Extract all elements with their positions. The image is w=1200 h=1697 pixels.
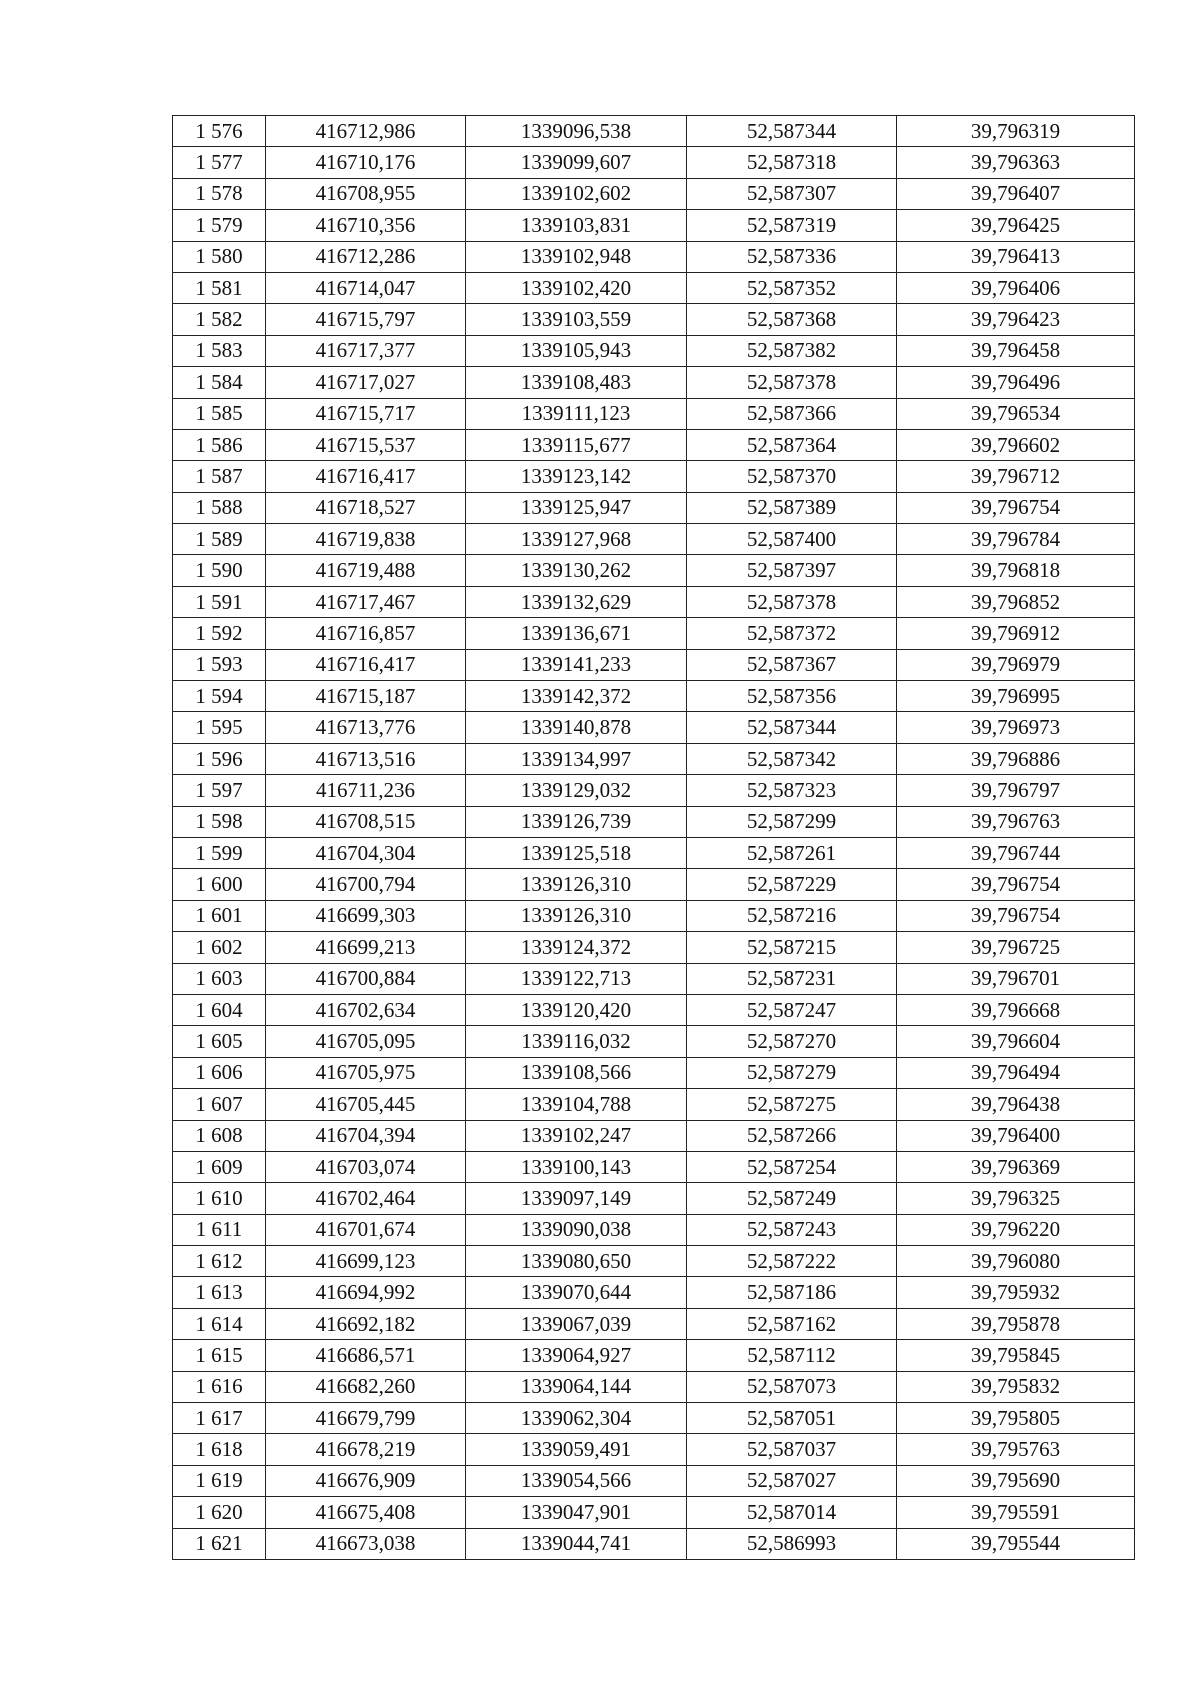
x-coordinate-cell: 416713,516 [266, 743, 466, 774]
longitude-cell: 39,795878 [897, 1308, 1135, 1339]
y-coordinate-cell: 1339122,713 [466, 963, 687, 994]
point-number-cell: 1 586 [173, 429, 266, 460]
y-coordinate-cell: 1339103,559 [466, 304, 687, 335]
y-coordinate-cell: 1339064,144 [466, 1371, 687, 1402]
x-coordinate-cell: 416712,286 [266, 241, 466, 272]
y-coordinate-cell: 1339120,420 [466, 994, 687, 1025]
y-coordinate-cell: 1339123,142 [466, 461, 687, 492]
x-coordinate-cell: 416700,794 [266, 869, 466, 900]
table-row [173, 304, 1135, 335]
longitude-cell: 39,796080 [897, 1246, 1135, 1277]
point-number-cell: 1 589 [173, 524, 266, 555]
point-number-cell: 1 611 [173, 1214, 266, 1245]
table-row [173, 1183, 1135, 1214]
longitude-cell: 39,796604 [897, 1026, 1135, 1057]
latitude-cell: 52,587247 [687, 994, 897, 1025]
latitude-cell: 52,587222 [687, 1246, 897, 1277]
longitude-cell: 39,795932 [897, 1277, 1135, 1308]
longitude-cell: 39,796818 [897, 555, 1135, 586]
table-row [173, 241, 1135, 272]
y-coordinate-cell: 1339103,831 [466, 210, 687, 241]
latitude-cell: 52,587243 [687, 1214, 897, 1245]
table-row [173, 806, 1135, 837]
x-coordinate-cell: 416699,213 [266, 932, 466, 963]
longitude-cell: 39,796995 [897, 681, 1135, 712]
longitude-cell: 39,795544 [897, 1528, 1135, 1559]
latitude-cell: 52,587368 [687, 304, 897, 335]
table-row [173, 492, 1135, 523]
x-coordinate-cell: 416708,515 [266, 806, 466, 837]
x-coordinate-cell: 416673,038 [266, 1528, 466, 1559]
table-row [173, 335, 1135, 366]
latitude-cell: 52,587366 [687, 398, 897, 429]
latitude-cell: 52,587261 [687, 837, 897, 868]
latitude-cell: 52,587367 [687, 649, 897, 680]
point-number-cell: 1 603 [173, 963, 266, 994]
table-row [173, 1528, 1135, 1559]
latitude-cell: 52,587352 [687, 272, 897, 303]
latitude-cell: 52,587318 [687, 147, 897, 178]
longitude-cell: 39,796973 [897, 712, 1135, 743]
longitude-cell: 39,796319 [897, 116, 1135, 147]
latitude-cell: 52,587307 [687, 178, 897, 209]
point-number-cell: 1 616 [173, 1371, 266, 1402]
longitude-cell: 39,795591 [897, 1497, 1135, 1528]
y-coordinate-cell: 1339142,372 [466, 681, 687, 712]
point-number-cell: 1 606 [173, 1057, 266, 1088]
x-coordinate-cell: 416702,464 [266, 1183, 466, 1214]
x-coordinate-cell: 416708,955 [266, 178, 466, 209]
y-coordinate-cell: 1339127,968 [466, 524, 687, 555]
point-number-cell: 1 592 [173, 618, 266, 649]
y-coordinate-cell: 1339125,947 [466, 492, 687, 523]
latitude-cell: 52,587397 [687, 555, 897, 586]
latitude-cell: 52,587400 [687, 524, 897, 555]
latitude-cell: 52,587231 [687, 963, 897, 994]
longitude-cell: 39,796763 [897, 806, 1135, 837]
x-coordinate-cell: 416705,445 [266, 1089, 466, 1120]
point-number-cell: 1 580 [173, 241, 266, 272]
x-coordinate-cell: 416719,488 [266, 555, 466, 586]
point-number-cell: 1 591 [173, 586, 266, 617]
table-row [173, 649, 1135, 680]
latitude-cell: 52,587356 [687, 681, 897, 712]
x-coordinate-cell: 416686,571 [266, 1340, 466, 1371]
y-coordinate-cell: 1339108,483 [466, 367, 687, 398]
longitude-cell: 39,796413 [897, 241, 1135, 272]
latitude-cell: 52,587014 [687, 1497, 897, 1528]
x-coordinate-cell: 416675,408 [266, 1497, 466, 1528]
x-coordinate-cell: 416704,394 [266, 1120, 466, 1151]
latitude-cell: 52,587344 [687, 116, 897, 147]
x-coordinate-cell: 416712,986 [266, 116, 466, 147]
y-coordinate-cell: 1339126,310 [466, 869, 687, 900]
longitude-cell: 39,796701 [897, 963, 1135, 994]
x-coordinate-cell: 416703,074 [266, 1151, 466, 1182]
latitude-cell: 52,587378 [687, 586, 897, 617]
table-row [173, 1151, 1135, 1182]
x-coordinate-cell: 416716,417 [266, 649, 466, 680]
point-number-cell: 1 588 [173, 492, 266, 523]
x-coordinate-cell: 416679,799 [266, 1403, 466, 1434]
x-coordinate-cell: 416700,884 [266, 963, 466, 994]
x-coordinate-cell: 416719,838 [266, 524, 466, 555]
table-row [173, 1120, 1135, 1151]
latitude-cell: 52,587364 [687, 429, 897, 460]
y-coordinate-cell: 1339080,650 [466, 1246, 687, 1277]
table-row [173, 618, 1135, 649]
table-row [173, 1308, 1135, 1339]
y-coordinate-cell: 1339067,039 [466, 1308, 687, 1339]
y-coordinate-cell: 1339097,149 [466, 1183, 687, 1214]
point-number-cell: 1 583 [173, 335, 266, 366]
x-coordinate-cell: 416713,776 [266, 712, 466, 743]
x-coordinate-cell: 416718,527 [266, 492, 466, 523]
table-row [173, 1340, 1135, 1371]
x-coordinate-cell: 416678,219 [266, 1434, 466, 1465]
longitude-cell: 39,796725 [897, 932, 1135, 963]
latitude-cell: 52,587389 [687, 492, 897, 523]
y-coordinate-cell: 1339062,304 [466, 1403, 687, 1434]
latitude-cell: 52,587186 [687, 1277, 897, 1308]
longitude-cell: 39,796754 [897, 492, 1135, 523]
table-row [173, 1026, 1135, 1057]
table-row [173, 963, 1135, 994]
longitude-cell: 39,796754 [897, 900, 1135, 931]
x-coordinate-cell: 416715,537 [266, 429, 466, 460]
longitude-cell: 39,796712 [897, 461, 1135, 492]
latitude-cell: 52,587275 [687, 1089, 897, 1120]
x-coordinate-cell: 416715,797 [266, 304, 466, 335]
table-row [173, 429, 1135, 460]
x-coordinate-cell: 416699,303 [266, 900, 466, 931]
table-row [173, 178, 1135, 209]
point-number-cell: 1 612 [173, 1246, 266, 1277]
table-row [173, 1465, 1135, 1496]
y-coordinate-cell: 1339115,677 [466, 429, 687, 460]
latitude-cell: 52,587382 [687, 335, 897, 366]
table-row [173, 555, 1135, 586]
table-row [173, 524, 1135, 555]
longitude-cell: 39,796220 [897, 1214, 1135, 1245]
latitude-cell: 52,587372 [687, 618, 897, 649]
latitude-cell: 52,587215 [687, 932, 897, 963]
longitude-cell: 39,796886 [897, 743, 1135, 774]
table-row [173, 681, 1135, 712]
x-coordinate-cell: 416717,467 [266, 586, 466, 617]
x-coordinate-cell: 416682,260 [266, 1371, 466, 1402]
point-number-cell: 1 615 [173, 1340, 266, 1371]
y-coordinate-cell: 1339140,878 [466, 712, 687, 743]
table-row [173, 1497, 1135, 1528]
latitude-cell: 52,587323 [687, 775, 897, 806]
table-row [173, 586, 1135, 617]
table-row [173, 837, 1135, 868]
table-row [173, 712, 1135, 743]
x-coordinate-cell: 416705,095 [266, 1026, 466, 1057]
point-number-cell: 1 621 [173, 1528, 266, 1559]
latitude-cell: 52,587336 [687, 241, 897, 272]
latitude-cell: 52,587249 [687, 1183, 897, 1214]
y-coordinate-cell: 1339116,032 [466, 1026, 687, 1057]
y-coordinate-cell: 1339064,927 [466, 1340, 687, 1371]
table-row [173, 461, 1135, 492]
longitude-cell: 39,796797 [897, 775, 1135, 806]
y-coordinate-cell: 1339132,629 [466, 586, 687, 617]
x-coordinate-cell: 416705,975 [266, 1057, 466, 1088]
table-row [173, 1277, 1135, 1308]
latitude-cell: 52,587270 [687, 1026, 897, 1057]
point-number-cell: 1 596 [173, 743, 266, 774]
point-number-cell: 1 602 [173, 932, 266, 963]
y-coordinate-cell: 1339102,602 [466, 178, 687, 209]
longitude-cell: 39,796979 [897, 649, 1135, 680]
point-number-cell: 1 608 [173, 1120, 266, 1151]
coordinates-table-body [173, 116, 1135, 1560]
latitude-cell: 52,587254 [687, 1151, 897, 1182]
y-coordinate-cell: 1339102,420 [466, 272, 687, 303]
y-coordinate-cell: 1339102,247 [466, 1120, 687, 1151]
point-number-cell: 1 598 [173, 806, 266, 837]
table-row [173, 1089, 1135, 1120]
longitude-cell: 39,796423 [897, 304, 1135, 335]
table-row [173, 869, 1135, 900]
longitude-cell: 39,795690 [897, 1465, 1135, 1496]
y-coordinate-cell: 1339099,607 [466, 147, 687, 178]
x-coordinate-cell: 416694,992 [266, 1277, 466, 1308]
table-row [173, 1371, 1135, 1402]
point-number-cell: 1 590 [173, 555, 266, 586]
table-row [173, 1403, 1135, 1434]
y-coordinate-cell: 1339090,038 [466, 1214, 687, 1245]
table-row [173, 743, 1135, 774]
latitude-cell: 52,587279 [687, 1057, 897, 1088]
point-number-cell: 1 601 [173, 900, 266, 931]
y-coordinate-cell: 1339102,948 [466, 241, 687, 272]
point-number-cell: 1 613 [173, 1277, 266, 1308]
y-coordinate-cell: 1339126,739 [466, 806, 687, 837]
table-row [173, 1246, 1135, 1277]
longitude-cell: 39,795832 [897, 1371, 1135, 1402]
table-row [173, 1214, 1135, 1245]
latitude-cell: 52,587378 [687, 367, 897, 398]
y-coordinate-cell: 1339100,143 [466, 1151, 687, 1182]
x-coordinate-cell: 416710,176 [266, 147, 466, 178]
x-coordinate-cell: 416676,909 [266, 1465, 466, 1496]
x-coordinate-cell: 416711,236 [266, 775, 466, 806]
y-coordinate-cell: 1339044,741 [466, 1528, 687, 1559]
longitude-cell: 39,796668 [897, 994, 1135, 1025]
x-coordinate-cell: 416692,182 [266, 1308, 466, 1339]
y-coordinate-cell: 1339070,644 [466, 1277, 687, 1308]
point-number-cell: 1 595 [173, 712, 266, 743]
longitude-cell: 39,796407 [897, 178, 1135, 209]
point-number-cell: 1 599 [173, 837, 266, 868]
latitude-cell: 52,587216 [687, 900, 897, 931]
longitude-cell: 39,796363 [897, 147, 1135, 178]
coordinates-table [172, 115, 1135, 1560]
table-row [173, 994, 1135, 1025]
point-number-cell: 1 577 [173, 147, 266, 178]
x-coordinate-cell: 416704,304 [266, 837, 466, 868]
point-number-cell: 1 581 [173, 272, 266, 303]
table-row [173, 210, 1135, 241]
table-row [173, 367, 1135, 398]
point-number-cell: 1 618 [173, 1434, 266, 1465]
latitude-cell: 52,587342 [687, 743, 897, 774]
table-row [173, 116, 1135, 147]
longitude-cell: 39,796744 [897, 837, 1135, 868]
y-coordinate-cell: 1339059,491 [466, 1434, 687, 1465]
table-row [173, 147, 1135, 178]
longitude-cell: 39,796458 [897, 335, 1135, 366]
point-number-cell: 1 576 [173, 116, 266, 147]
latitude-cell: 52,587266 [687, 1120, 897, 1151]
x-coordinate-cell: 416715,187 [266, 681, 466, 712]
x-coordinate-cell: 416714,047 [266, 272, 466, 303]
x-coordinate-cell: 416716,857 [266, 618, 466, 649]
y-coordinate-cell: 1339134,997 [466, 743, 687, 774]
longitude-cell: 39,796912 [897, 618, 1135, 649]
y-coordinate-cell: 1339129,032 [466, 775, 687, 806]
table-row [173, 900, 1135, 931]
y-coordinate-cell: 1339047,901 [466, 1497, 687, 1528]
y-coordinate-cell: 1339096,538 [466, 116, 687, 147]
latitude-cell: 52,587037 [687, 1434, 897, 1465]
point-number-cell: 1 594 [173, 681, 266, 712]
table-row [173, 272, 1135, 303]
point-number-cell: 1 617 [173, 1403, 266, 1434]
y-coordinate-cell: 1339124,372 [466, 932, 687, 963]
y-coordinate-cell: 1339136,671 [466, 618, 687, 649]
latitude-cell: 52,587162 [687, 1308, 897, 1339]
latitude-cell: 52,587370 [687, 461, 897, 492]
x-coordinate-cell: 416717,377 [266, 335, 466, 366]
latitude-cell: 52,586993 [687, 1528, 897, 1559]
longitude-cell: 39,796754 [897, 869, 1135, 900]
y-coordinate-cell: 1339126,310 [466, 900, 687, 931]
longitude-cell: 39,795845 [897, 1340, 1135, 1371]
longitude-cell: 39,795805 [897, 1403, 1135, 1434]
latitude-cell: 52,587027 [687, 1465, 897, 1496]
latitude-cell: 52,587112 [687, 1340, 897, 1371]
point-number-cell: 1 585 [173, 398, 266, 429]
y-coordinate-cell: 1339111,123 [466, 398, 687, 429]
point-number-cell: 1 600 [173, 869, 266, 900]
table-row [173, 398, 1135, 429]
y-coordinate-cell: 1339141,233 [466, 649, 687, 680]
y-coordinate-cell: 1339108,566 [466, 1057, 687, 1088]
point-number-cell: 1 604 [173, 994, 266, 1025]
longitude-cell: 39,796494 [897, 1057, 1135, 1088]
y-coordinate-cell: 1339104,788 [466, 1089, 687, 1120]
x-coordinate-cell: 416715,717 [266, 398, 466, 429]
point-number-cell: 1 614 [173, 1308, 266, 1339]
latitude-cell: 52,587344 [687, 712, 897, 743]
longitude-cell: 39,796406 [897, 272, 1135, 303]
latitude-cell: 52,587051 [687, 1403, 897, 1434]
x-coordinate-cell: 416716,417 [266, 461, 466, 492]
point-number-cell: 1 619 [173, 1465, 266, 1496]
table-row [173, 932, 1135, 963]
y-coordinate-cell: 1339130,262 [466, 555, 687, 586]
x-coordinate-cell: 416699,123 [266, 1246, 466, 1277]
point-number-cell: 1 597 [173, 775, 266, 806]
longitude-cell: 39,796852 [897, 586, 1135, 617]
point-number-cell: 1 579 [173, 210, 266, 241]
point-number-cell: 1 620 [173, 1497, 266, 1528]
longitude-cell: 39,796325 [897, 1183, 1135, 1214]
latitude-cell: 52,587229 [687, 869, 897, 900]
point-number-cell: 1 582 [173, 304, 266, 335]
longitude-cell: 39,796602 [897, 429, 1135, 460]
point-number-cell: 1 584 [173, 367, 266, 398]
x-coordinate-cell: 416710,356 [266, 210, 466, 241]
longitude-cell: 39,796369 [897, 1151, 1135, 1182]
longitude-cell: 39,796496 [897, 367, 1135, 398]
longitude-cell: 39,796438 [897, 1089, 1135, 1120]
point-number-cell: 1 605 [173, 1026, 266, 1057]
longitude-cell: 39,796425 [897, 210, 1135, 241]
latitude-cell: 52,587073 [687, 1371, 897, 1402]
longitude-cell: 39,795763 [897, 1434, 1135, 1465]
x-coordinate-cell: 416701,674 [266, 1214, 466, 1245]
longitude-cell: 39,796784 [897, 524, 1135, 555]
point-number-cell: 1 607 [173, 1089, 266, 1120]
longitude-cell: 39,796400 [897, 1120, 1135, 1151]
point-number-cell: 1 587 [173, 461, 266, 492]
point-number-cell: 1 609 [173, 1151, 266, 1182]
point-number-cell: 1 578 [173, 178, 266, 209]
x-coordinate-cell: 416717,027 [266, 367, 466, 398]
table-row [173, 1057, 1135, 1088]
latitude-cell: 52,587319 [687, 210, 897, 241]
y-coordinate-cell: 1339105,943 [466, 335, 687, 366]
point-number-cell: 1 610 [173, 1183, 266, 1214]
table-row [173, 1434, 1135, 1465]
table-row [173, 775, 1135, 806]
longitude-cell: 39,796534 [897, 398, 1135, 429]
x-coordinate-cell: 416702,634 [266, 994, 466, 1025]
y-coordinate-cell: 1339125,518 [466, 837, 687, 868]
latitude-cell: 52,587299 [687, 806, 897, 837]
y-coordinate-cell: 1339054,566 [466, 1465, 687, 1496]
point-number-cell: 1 593 [173, 649, 266, 680]
